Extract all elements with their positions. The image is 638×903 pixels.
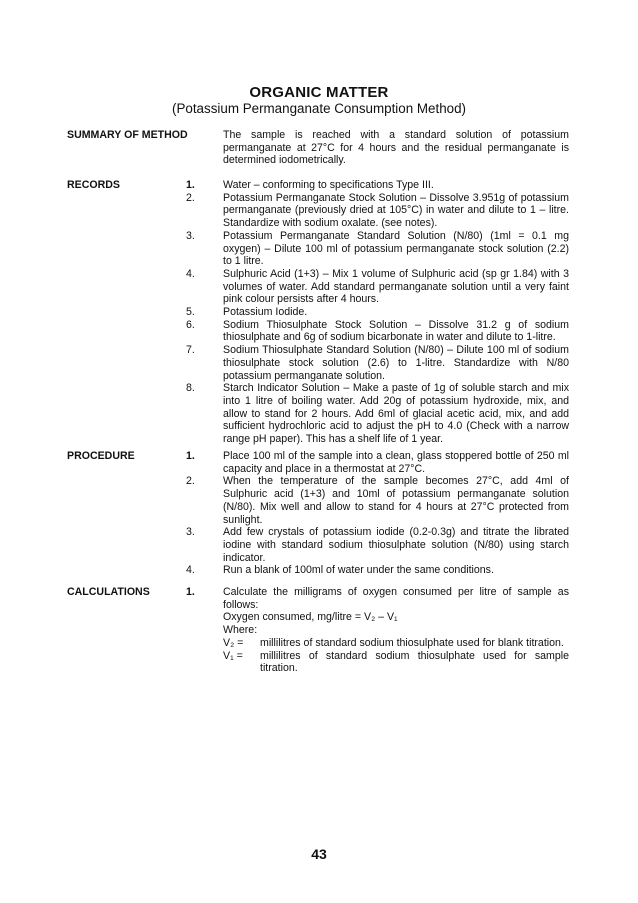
records-item-text: Sulphuric Acid (1+3) – Mix 1 volume of Sulphuric acid (sp gr 1.84) with 3 volumes of water. Add standard permanganate solution until a very faint pink colour persists after 4 hours. [223, 267, 569, 306]
calculations-formula: Oxygen consumed, mg/litre = V₂ – V₁ [223, 611, 398, 624]
records-item [67, 319, 569, 344]
procedure-item-number: 2. [186, 475, 195, 488]
summary-label: SUMMARY OF METHOD [67, 129, 188, 141]
records-item-text: Starch Indicator Solution – Make a paste of 1g of soluble starch and mix into 1 litre of boiling water. Add 20g of potassium hydroxide, mix, and allow to stand for 2 hours. Add 6ml of glacial acetic acid, mix, and add sufficient hydrochloric acid to adjust the pH to 4.0 (Check with a narrow range pH paper). This has a shelf life of 1 year. [223, 382, 569, 446]
records-item-text: Water – conforming to specifications Type III. [223, 179, 434, 191]
summary-section [67, 129, 569, 167]
records-item-number: 5. [186, 306, 195, 319]
records-item-text: Potassium Permanganate Standard Solution (N/80) (1ml = 0.1 mg oxygen) – Dilute 100 ml of potassium permanganate stock solution (2.2) to 1 litre. [223, 229, 569, 268]
procedure-section [67, 450, 569, 577]
procedure-item-number: 4. [186, 564, 195, 577]
records-item-text: Potassium Iodide. [223, 306, 308, 319]
records-label: RECORDS [67, 179, 120, 191]
records-item-number: 1. [186, 179, 195, 191]
records-item-text: Sodium Thiosulphate Standard Solution (N/80) – Dilute 100 ml of sodium thiosulphate stock solution (2.6) to 1-litre. Standardize with N/80 potassium permanganate solution. [223, 344, 569, 382]
procedure-item [67, 564, 569, 577]
records-item-number: 3. [186, 229, 195, 242]
records-item-number: 8. [186, 382, 195, 395]
definition-term: V₁ = [223, 649, 243, 662]
definition-row [223, 650, 569, 675]
records-item [67, 192, 569, 230]
records-section [67, 179, 569, 446]
procedure-item-text: Add few crystals of potassium iodide (0.2-0.3g) and titrate the librated iodine with standard sodium thiosulphate solution (N/80) using starch indicator. [223, 526, 569, 564]
page-number: 43 [311, 846, 327, 862]
records-item [67, 179, 569, 192]
records-item-number: 4. [186, 267, 195, 280]
calculations-item [67, 586, 569, 611]
calculations-where: Where: [223, 624, 258, 637]
records-item [67, 230, 569, 268]
records-item [67, 382, 569, 446]
records-item [67, 344, 569, 382]
page-title: ORGANIC MATTER [249, 84, 389, 101]
records-item-text: Potassium Permanganate Stock Solution – Dissolve 3.951g of potassium permanganate (previously dried at 105°C) in water and dilute to 1 – litre. Standardize with sodium oxalate. (see notes). [223, 191, 569, 230]
records-item [67, 268, 569, 306]
procedure-item-text: Run a blank of 100ml of water under the same conditions. [223, 564, 494, 577]
summary-item [67, 129, 569, 167]
calculations-intro: Calculate the milligrams of oxygen consumed per litre of sample as follows: [223, 586, 569, 611]
summary-text: The sample is reached with a standard solution of potassium permanganate at 27°C for 4 hours and the residual permanganate is determined iodometrically. [223, 129, 569, 167]
calculations-section [67, 586, 569, 675]
definition-desc: millilitres of standard sodium thiosulphate used for sample titration. [260, 649, 569, 675]
records-item [67, 306, 569, 319]
definition-desc: millilitres of standard sodium thiosulphate used for blank titration. [260, 636, 564, 649]
procedure-label: PROCEDURE [67, 450, 135, 462]
records-item-number: 7. [186, 344, 195, 357]
records-item-number: 6. [186, 318, 195, 331]
definition-term: V₂ = [223, 636, 244, 649]
procedure-item-number: 3. [186, 526, 195, 539]
procedure-item-number: 1. [186, 450, 195, 462]
procedure-item-text: Place 100 ml of the sample into a clean, glass stoppered bottle of 250 ml capacity and place in a thermostat at 27°C. [223, 450, 569, 475]
page-subtitle: (Potassium Permanganate Consumption Method) [172, 101, 466, 116]
records-item-number: 2. [186, 191, 195, 204]
records-item-text: Sodium Thiosulphate Stock Solution – Dissolve 31.2 g of sodium thiosulphate and 6g of sodium bicarbonate in water and dilute to 1-litre. [223, 318, 569, 344]
procedure-item [67, 526, 569, 564]
procedure-item [67, 475, 569, 526]
procedure-item [67, 450, 569, 475]
calculations-item-number: 1. [186, 586, 195, 598]
definition-row [223, 637, 569, 650]
calculations-label: CALCULATIONS [67, 586, 150, 598]
procedure-item-text: When the temperature of the sample becomes 27°C, add 4ml of Sulphuric acid (1+3) and 10ml of potassium permanganate solution (N/80). Mix well and allow to stand for 4 hours at 27°C protected from sunlight. [223, 475, 569, 526]
